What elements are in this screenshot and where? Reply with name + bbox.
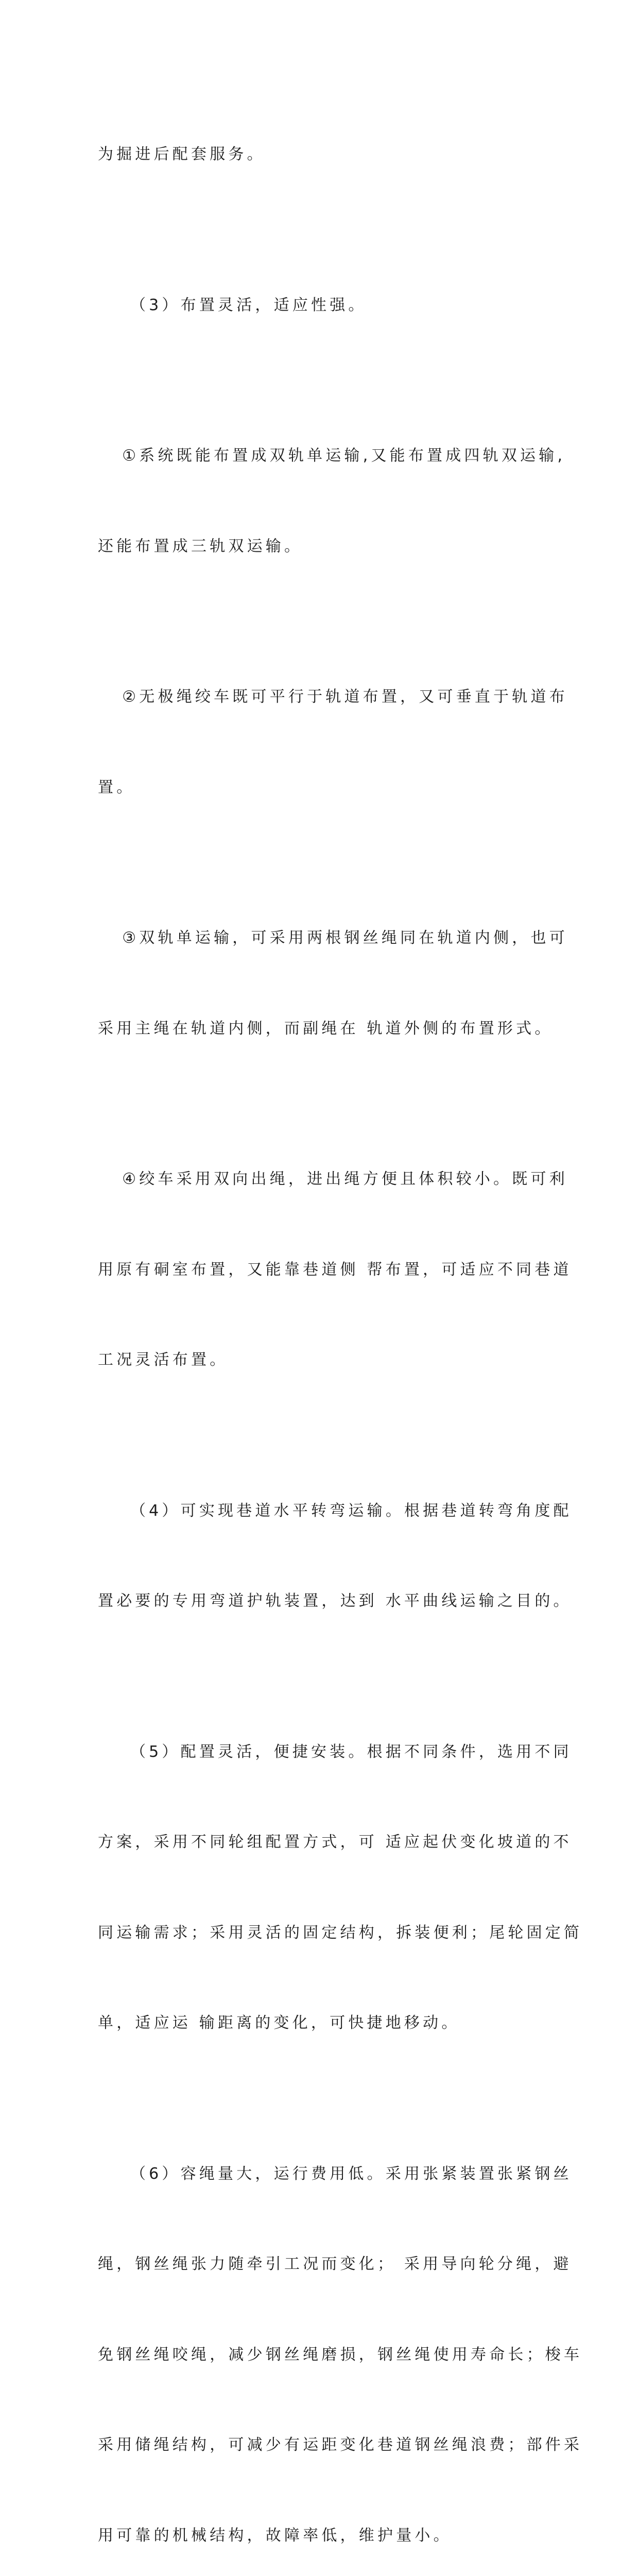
text-line: （5）配置灵活，便捷安装。根据不同条件，选用不同 xyxy=(98,1737,544,1768)
body-text xyxy=(98,79,544,2576)
text-line: ③双轨单运输，可采用两根钢丝绳同在轨道内侧，也可 xyxy=(98,923,544,954)
text-line: 置必要的专用弯道护轨装置，达到 水平曲线运输之目的。 xyxy=(98,1586,544,1617)
paragraph-item-4 xyxy=(98,1436,544,1677)
text-line: ②无极绳绞车既可平行于轨道布置，又可垂直于轨道布 xyxy=(98,682,544,713)
text-line: 免钢丝绳咬绳，减少钢丝绳磨损，钢丝绳使用寿命长；梭车 xyxy=(98,2340,544,2370)
text-line: 绳，钢丝绳张力随牵引工况而变化； 采用导向轮分绳，避 xyxy=(98,2249,544,2280)
paragraph-item-6 xyxy=(98,2099,544,2576)
text-line: （6）容绳量大，运行费用低。采用张紧装置张紧钢丝 xyxy=(98,2159,544,2190)
paragraph-item-3-4 xyxy=(98,1104,544,1436)
text-line: 还能布置成三轨双运输。 xyxy=(98,532,544,562)
text-line: 单，适应运 输距离的变化，可快捷地移动。 xyxy=(98,2008,544,2039)
paragraph-item-3-3 xyxy=(98,863,544,1104)
document-page xyxy=(0,0,639,904)
paragraph-item-3-1 xyxy=(98,381,544,622)
paragraph-item-3-heading xyxy=(98,230,544,381)
text-line: 用可靠的机械结构，故障率低，维护量小。 xyxy=(98,2521,544,2551)
text-line: 采用主绳在轨道内侧，而副绳在 轨道外侧的布置形式。 xyxy=(98,1014,544,1044)
paragraph-continuation xyxy=(98,79,544,230)
text-line: 工况灵活布置。 xyxy=(98,1345,544,1376)
text-line: （3）布置灵活，适应性强。 xyxy=(98,291,544,321)
paragraph-item-5 xyxy=(98,1677,544,2099)
text-line: 为掘进后配套服务。 xyxy=(98,140,544,170)
text-line: 用原有硐室布置，又能靠巷道侧 帮布置，可适应不同巷道 xyxy=(98,1255,544,1285)
text-line: 置。 xyxy=(98,773,544,803)
text-line: 方案，采用不同轮组配置方式，可 适应起伏变化坡道的不 xyxy=(98,1827,544,1858)
text-line: 采用储绳结构，可减少有运距变化巷道钢丝绳浪费；部件采 xyxy=(98,2430,544,2461)
text-line: ①系统既能布置成双轨单运输,又能布置成四轨双运输, xyxy=(98,441,544,471)
text-line: 同运输需求；采用灵活的固定结构，拆装便利；尾轮固定简 xyxy=(98,1918,544,1948)
paragraph-item-3-2 xyxy=(98,622,544,863)
text-line: （4）可实现巷道水平转弯运输。根据巷道转弯角度配 xyxy=(98,1496,544,1527)
text-line: ④绞车采用双向出绳，进出绳方便且体积较小。既可利 xyxy=(98,1164,544,1195)
